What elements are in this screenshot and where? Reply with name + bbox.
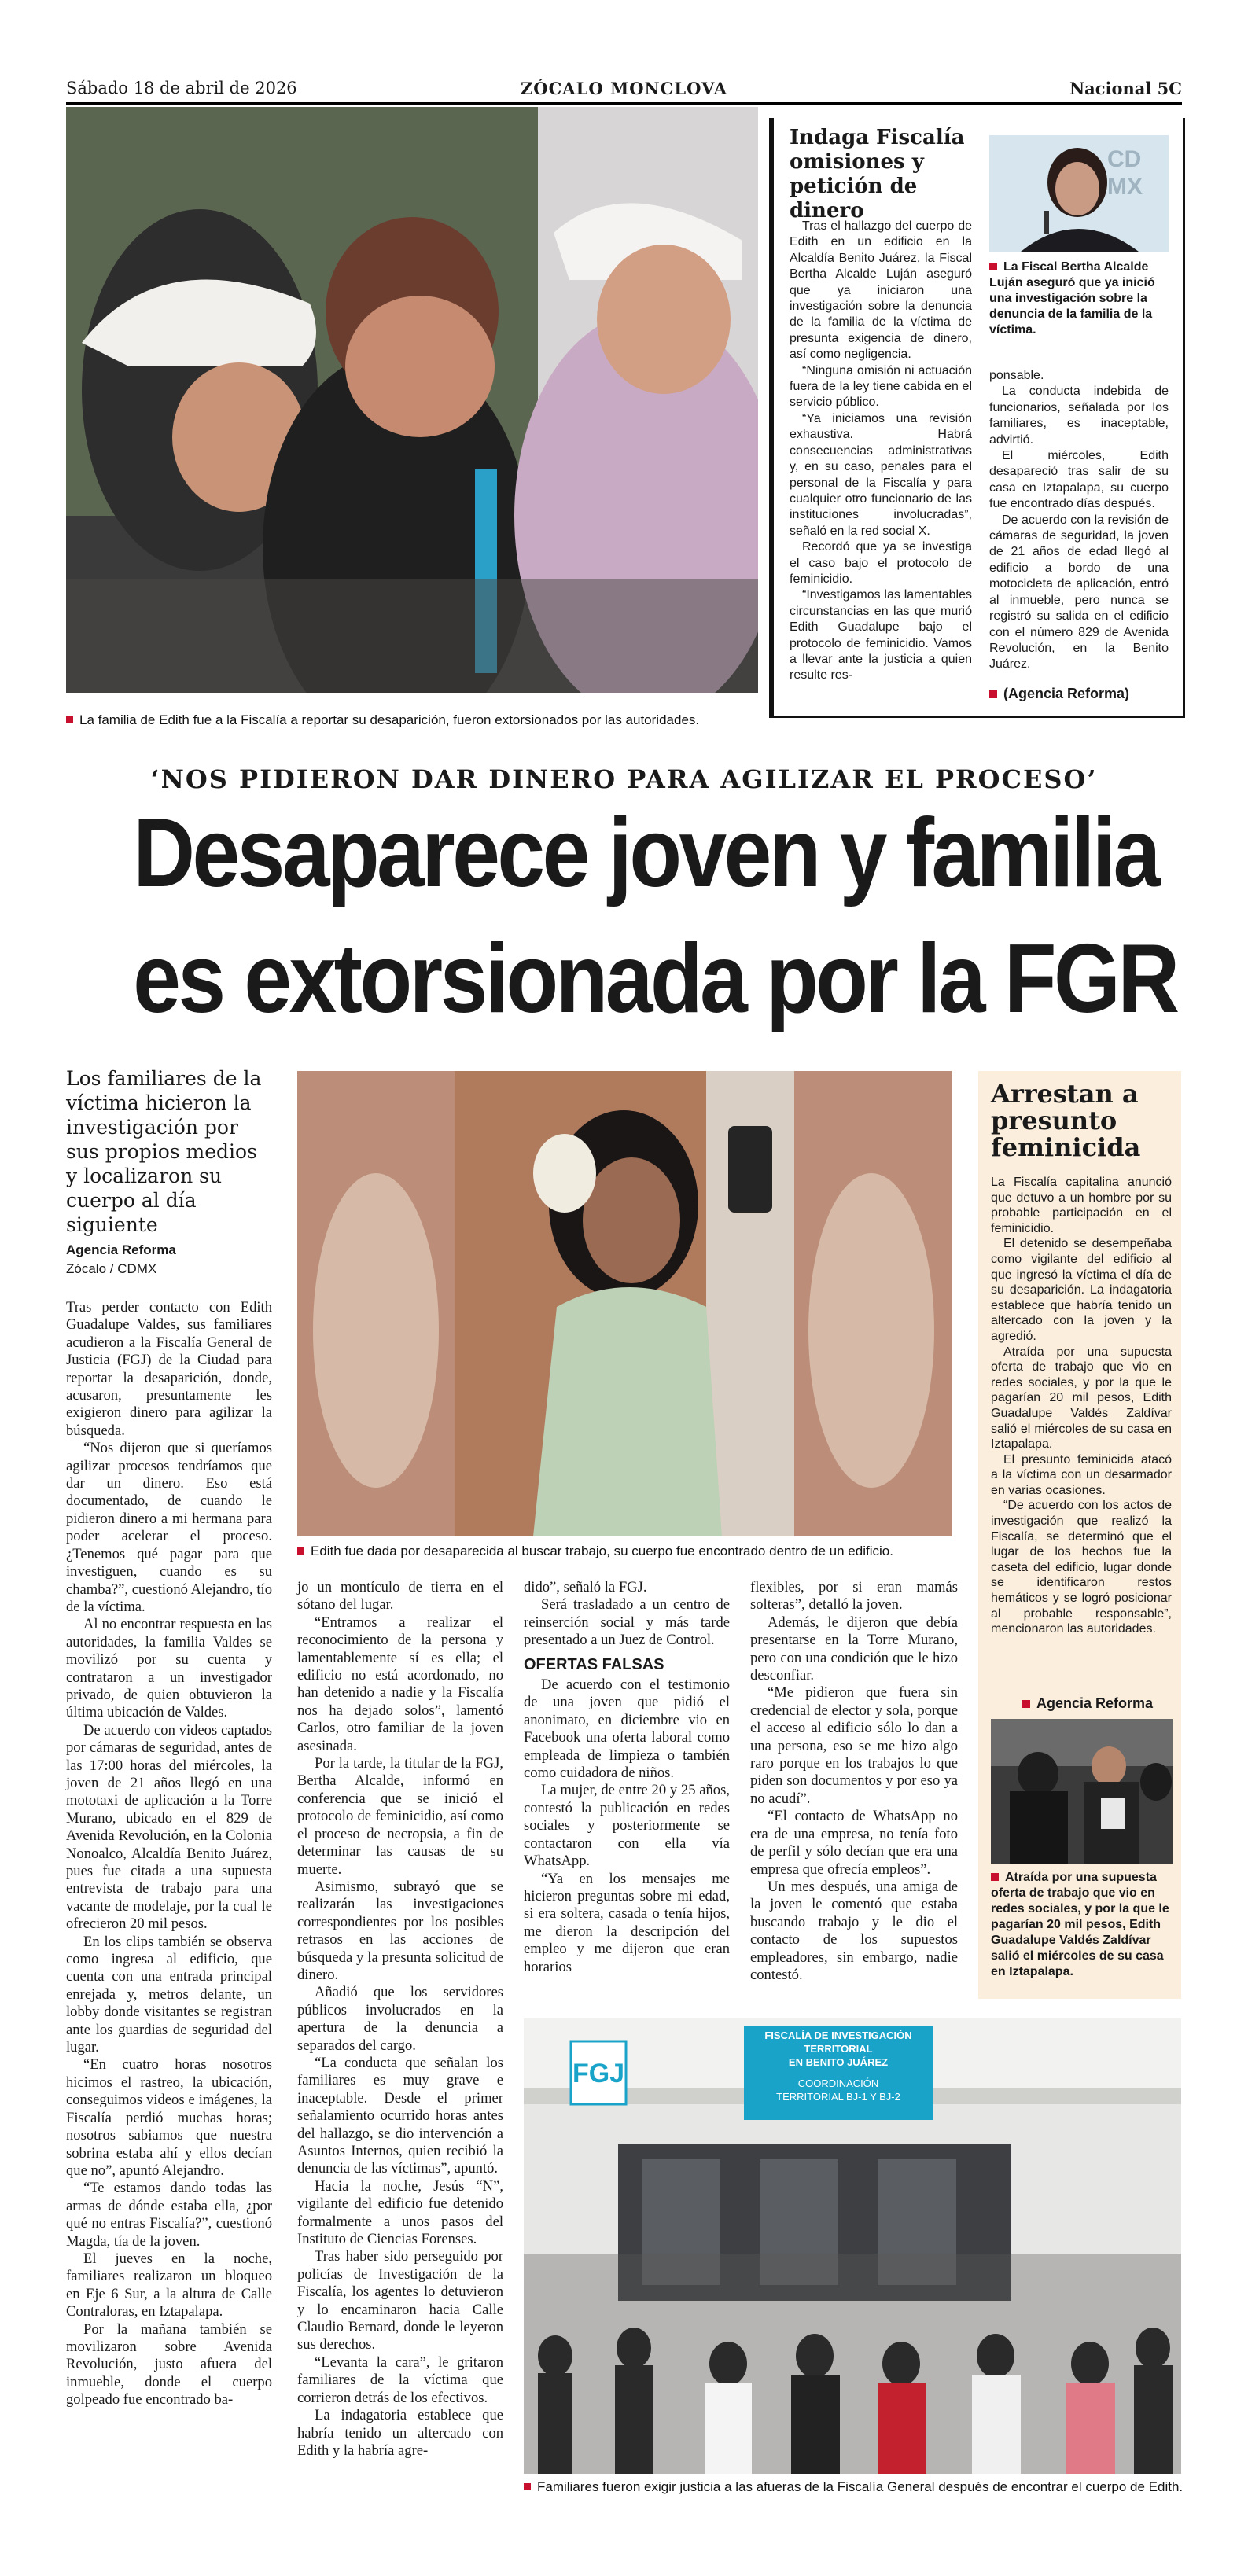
main-photo-edith bbox=[297, 1071, 952, 1536]
headline-line1: Desaparece joven y familia bbox=[133, 799, 1158, 907]
sign-line: FISCALÍA DE INVESTIGACIÓN bbox=[764, 2030, 912, 2041]
article-para: “Entramos a realizar el reconocimiento de la persona y lamentablemente sí es ella; el edificio no está acordonado, no han detenido a nadie y la Fiscalía nos ha dejado solos”, lamentó Carlos, otro familiar de la joven asesinada. bbox=[297, 1614, 503, 1754]
article-para: “La conducta que señalan los familiares es muy grave e inaceptable. Desde el primer señalamiento ocurrido horas antes del hallazgo, se dio intervención a Asuntos Internos, quien recibió la denuncia de las víctimas”, apuntó. bbox=[297, 2054, 503, 2177]
article-para: El jueves en la noche, familiares realizaron un bloqueo en Eje 6 Sur, a la altura de Calle Contraloras, en Iztapalapa. bbox=[66, 2250, 272, 2320]
sidebar-para: La Fiscalía capitalina anunció que detuvo a un hombre por su probable participación en el feminicidio. bbox=[991, 1176, 1172, 1235]
caption-bullet bbox=[989, 263, 997, 270]
credit-bullet bbox=[1022, 1700, 1030, 1708]
sign-line: COORDINACIÓN bbox=[797, 2077, 879, 2089]
top-photo-family bbox=[66, 107, 758, 693]
article-para: De acuerdo con el testimonio de una joven que pidió el anonimato, en diciembre vio en Facebook una oferta laboral como empleada de limpieza o también como cuidadora de niños. bbox=[524, 1676, 730, 1782]
article-para: Será trasladado a un centro de reinserción social y más tarde presentado a un Juez de Control. bbox=[524, 1596, 730, 1649]
caption-bullet bbox=[991, 1873, 999, 1881]
credit-text: (Agencia Reforma) bbox=[1003, 686, 1130, 701]
byline-place: Zócalo / CDMX bbox=[66, 1261, 157, 1276]
sidebar-para: “Ya iniciamos una revisión exhaustiva. Habrá consecuencias administrativas y, en su caso, penales para el personal de la Fiscalía y para cualquier otro funcionario de las instituciones involucradas”, señaló en la red social X. bbox=[790, 411, 972, 538]
sign-line: TERRITORIAL BJ-1 Y BJ-2 bbox=[776, 2091, 900, 2103]
article-para: flexibles, por si eran mamás solteras”, detalló la joven. bbox=[750, 1579, 958, 1614]
article-para: Por la mañana también se movilizaron sobre Avenida Revolución, justo afuera del inmueble, donde el cuerpo golpeado fue encontrado ba- bbox=[66, 2320, 272, 2409]
article-para: “Ya en los mensajes me hicieron preguntas sobre mi edad, si era soltera, casada o tenía hijos, me dieron la descripción del empleo y me dijeron que eran horarios bbox=[524, 1870, 730, 1975]
sidebar-para: ponsable. bbox=[989, 369, 1044, 382]
article-para: Además, le dijeron que debía presentarse en la Torre Murano, pero con una condición que le hizo desconfiar. bbox=[750, 1614, 958, 1684]
article-col1 bbox=[66, 1299, 272, 2409]
sidebar-arrest-credit bbox=[1022, 1695, 1153, 1712]
article-para: Tras perder contacto con Edith Guadalupe Valdes, sus familiares acudieron a la Fiscalía General de Justicia (FGJ) de la Ciudad para reportar la desaparición, donde, acusaron, presuntamente les exigieron dinero para agilizar la búsqueda. bbox=[66, 1299, 272, 1439]
article-para: Hacia la noche, Jesús “N”, vigilante del edificio fue detenido formalmente a unos pasos del Instituto de Ciencias Forenses. bbox=[297, 2177, 503, 2248]
article-para: Por la tarde, la titular de la FGJ, Bertha Alcalde, informó en conferencia que se inició el protocolo de feminicidio, así como el proceso de necropsia, a fin de determinar las causas de su muerte. bbox=[297, 1755, 503, 1878]
article-para: En los clips también se observa como ingresa al edificio, que cuenta con una entrada principal enrejada y, metros delante, un lobby donde visitantes se registran ante los guardias de seguridad del lugar. bbox=[66, 1933, 272, 2056]
sidebar-para: “Ninguna omisión ni actuación fuera de la ley tiene cabida en el servicio público. bbox=[790, 363, 972, 410]
sidebar-para: Atraída por una supuesta oferta de trabajo que vio en redes sociales, y por la que le pagarían 20 mil pesos, Edith Guadalupe Valdés Zaldívar salió el miércoles de su casa en Iztapalapa. bbox=[991, 1345, 1172, 1452]
sidebar-para: El detenido se desempeñaba como vigilante del edificio al que ingresó la víctima el día de su desaparición. La indagatoria establece que habría tenido un altercado con la joven y la agredió. bbox=[991, 1237, 1172, 1343]
edith-illustration bbox=[297, 1071, 952, 1536]
credit-text: Agencia Reforma bbox=[1036, 1695, 1154, 1711]
article-para: La indagatoria establece que habría tenido un altercado con Edith y la habría agre- bbox=[297, 2407, 503, 2459]
article-para: “Nos dijeron que si queríamos agilizar procesos tendríamos que dar un dinero. Eso está documentado, de cuando le pidieron dinero a mi hermana para poder acelerar el proceso. ¿Tenemos qué pagar para que investiguen, cuando es su chamba?”, cuestionó Alejandro, tío de la víctima. bbox=[66, 1440, 272, 1615]
family-illustration bbox=[66, 107, 758, 693]
sidebar-fiscalia-col1 bbox=[790, 219, 972, 684]
top-photo-caption-text: La familia de Edith fue a la Fiscalía a reportar su desaparición, fueron extorsionados por las autoridades. bbox=[79, 712, 700, 727]
fgj-logo-text: FGJ bbox=[572, 2059, 625, 2088]
arrest-photo-caption-text: Atraída por una supuesta oferta de trabajo que vio en redes sociales, y por la que le pagarían 20 mil pesos, Edith Guadalupe Valdés Zaldívar salió el miércoles de su casa en Iztapalapa. bbox=[991, 1871, 1169, 1978]
fiscal-photo-caption bbox=[989, 259, 1169, 338]
svg-text:CD: CD bbox=[1107, 146, 1142, 172]
main-photo-caption-text: Edith fue dada por desaparecida al buscar trabajo, su cuerpo fue encontrado dentro de un edificio. bbox=[311, 1544, 893, 1558]
sidebar-para: La conducta indebida de funcionarios, señalada por los familiares, es inaceptable, advirtió. bbox=[989, 385, 1169, 447]
publication-name: ZÓCALO MONCLOVA bbox=[520, 79, 728, 98]
sidebar-para: De acuerdo con la revisión de cámaras de seguridad, la joven de 21 años de edad llegó al edificio a bordo de una motocicleta de aplicación, entró al inmueble, pero nunca se registró su salida en el edificio con el número 829 de Avenida Revolución, en la Benito Juárez. bbox=[989, 513, 1169, 672]
article-col4 bbox=[750, 1579, 958, 1984]
sidebar-para: “De acuerdo con los actos de investigación que realizó la Fiscalía, se determinó que el lugar de los hechos fue la caseta del edificio, lugar donde se identificaron restos hemáticos y se logró posicionar al probable responsable”, mencionaron las autoridades. bbox=[991, 1499, 1172, 1636]
sidebar-para: “Investigamos las lamentables circunstancias en las que murió Edith Guadalupe bajo el protocolo de feminicidio. Vamos a llevar ante la justicia a quien resulte res- bbox=[790, 588, 972, 683]
sidebar-fiscalia-credit bbox=[989, 686, 1129, 702]
section-label: Nacional 5C bbox=[1069, 79, 1182, 98]
article-para: dido”, señaló la FGJ. bbox=[524, 1579, 647, 1595]
caption-bullet bbox=[297, 1547, 304, 1555]
article-para: “Te estamos dando todas las armas de dónde estaba ella, ¿por qué no entras Fiscalía?”, cuestionó Magda, tía de la joven. bbox=[66, 2180, 272, 2250]
article-para: Un mes después, una amiga de la joven le comentó que estaba buscando trabajo y le dio el contacto de los supuestos empleadores, sin embargo, nadie contestó. bbox=[750, 1878, 958, 1983]
article-para: Asimismo, subrayó que se realizarán las investigaciones correspondientes por los posibles retrasos en las acciones de búsqueda y la presunta solicitud de dinero. bbox=[297, 1878, 503, 1983]
sign-line: EN BENITO JUÁREZ bbox=[788, 2056, 889, 2068]
svg-text:MX: MX bbox=[1107, 174, 1143, 200]
article-para: jo un montículo de tierra en el sótano del lugar. bbox=[297, 1579, 503, 1614]
sidebar-arrest-headline: Arrestan a presunto feminicida bbox=[991, 1079, 1141, 1162]
arrest-photo bbox=[991, 1719, 1173, 1864]
byline-agency: Agencia Reforma bbox=[66, 1242, 176, 1257]
article-col2 bbox=[297, 1579, 503, 2460]
sidebar-para: Recordó que ya se investiga el caso bajo el protocolo de feminicidio. bbox=[790, 540, 972, 586]
sidebar-para: Tras el hallazgo del cuerpo de Edith en un edificio en la Alcaldía Benito Juárez, la Fiscal Bertha Alcalde Luján aseguró que ya iniciaron una investigación sobre la denuncia de la familia de la víctima de presunta exigencia de dinero, así como negligencia. bbox=[790, 219, 972, 362]
article-para: Al no encontrar respuesta en las autoridades, la familia Valdes se movilizó por su cuenta y contrataron a un investigador privado, de quien obtuvieron la última ubicación de Valdes. bbox=[66, 1616, 272, 1721]
sign-line: TERRITORIAL bbox=[804, 2043, 873, 2055]
main-photo-caption bbox=[297, 1543, 958, 1560]
top-photo-caption bbox=[66, 712, 758, 729]
sidebar-para: El presunto feminicida atacó a la víctima con un desarmador en varias ocasiones. bbox=[991, 1452, 1172, 1497]
sidebar-fiscalia-col2 bbox=[989, 368, 1169, 673]
fiscal-portrait-photo bbox=[989, 135, 1169, 252]
fiscalia-sign bbox=[744, 2029, 933, 2103]
article-col3 bbox=[524, 1579, 730, 1976]
article-para: “Me pidieron que fuera sin credencial de elector y sola, porque el acceso al edificio sólo lo dan a una persona, eso se me hizo algo raro porque en los trabajos lo que piden son documentos y por eso ya no acudí”. bbox=[750, 1684, 958, 1807]
headline-line2: es extorsionada por la FGR bbox=[133, 925, 1177, 1033]
sidebar-para: El miércoles, Edith desapareció tras salir de su casa en Iztapalapa, su cuerpo fue encontrado días después. bbox=[989, 449, 1169, 511]
article-para: De acuerdo con videos captados por cámaras de seguridad, antes de las 17:00 horas del miércoles, la joven de 21 años llegó en una mototaxi de aplicación a la Torre Murano, ubicado en el 829 de Avenida Revolución, en la Colonia Nonoalco, Alcaldía Benito Juárez, pues fue citada a una supuesta entrevista de trabajo para una vacante de modelaje, por la cual le ofrecieron 20 mil pesos. bbox=[66, 1721, 272, 1933]
article-para: Añadió que los servidores públicos involucrados en la apertura de la denuncia a separados del cargo. bbox=[297, 1984, 503, 2054]
kicker: ‘NOS PIDIERON DAR DINERO PARA AGILIZAR EL PROCESO’ bbox=[150, 764, 1098, 794]
bottom-photo-caption bbox=[524, 2478, 1184, 2496]
credit-bullet bbox=[989, 690, 997, 698]
sidebar-fiscalia-headline: Indaga Fiscalía omisiones y petición de dinero bbox=[790, 126, 965, 223]
caption-bullet bbox=[66, 716, 73, 723]
article-para: Tras haber sido perseguido por policías de Investigación de la Fiscalía, los agentes lo detuvieron y lo encaminaron hacia Calle Claudio Bernard, donde le leyeron sus derechos. bbox=[297, 2248, 503, 2353]
header-rule bbox=[66, 102, 1182, 105]
sidebar-arrest-text bbox=[991, 1175, 1172, 1637]
fiscal-portrait-illustration bbox=[989, 135, 1169, 252]
article-para: La mujer, de entre 20 y 25 años, contestó la publicación en redes sociales y posteriormente se contactaron con ella vía WhatsApp. bbox=[524, 1782, 730, 1870]
article-para: “Levanta la cara”, le gritaron familiares de la víctima que corrieron detrás de los efectivos. bbox=[297, 2353, 503, 2406]
subhead-ofertas: OFERTAS FALSAS bbox=[524, 1655, 664, 1673]
arrest-illustration bbox=[991, 1719, 1173, 1864]
article-summary: Los familiares de la víctima hicieron la investigación por sus propios medios y localizaron su cuerpo al día siguiente bbox=[66, 1067, 262, 1236]
arrest-photo-caption bbox=[991, 1870, 1173, 1980]
page-date: Sábado 18 de abril de 2026 bbox=[66, 79, 297, 98]
bottom-photo-caption-text: Familiares fueron exigir justicia a las afueras de la Fiscalía General después de encontrar el cuerpo de Edith. bbox=[537, 2479, 1184, 2494]
fiscal-photo-caption-text: La Fiscal Bertha Alcalde Luján aseguró que ya inició una investigación sobre la denuncia de la familia de la víctima. bbox=[989, 260, 1155, 337]
article-para: “El contacto de WhatsApp no era de una empresa, no tenía foto de perfil y sólo decían que era una empresa que ofrecía empleos”. bbox=[750, 1808, 958, 1878]
article-para: “En cuatro horas nosotros hicimos el rastreo, la ubicación, conseguimos videos e imágenes, la Fiscalía perdió muchas horas; nosotros sabiamos que nuestra sobrina estaba ahí y ellos decían que no”, apuntó Alejandro. bbox=[66, 2056, 272, 2179]
caption-bullet bbox=[524, 2483, 531, 2490]
bottom-photo-fiscalia bbox=[524, 2018, 1181, 2474]
